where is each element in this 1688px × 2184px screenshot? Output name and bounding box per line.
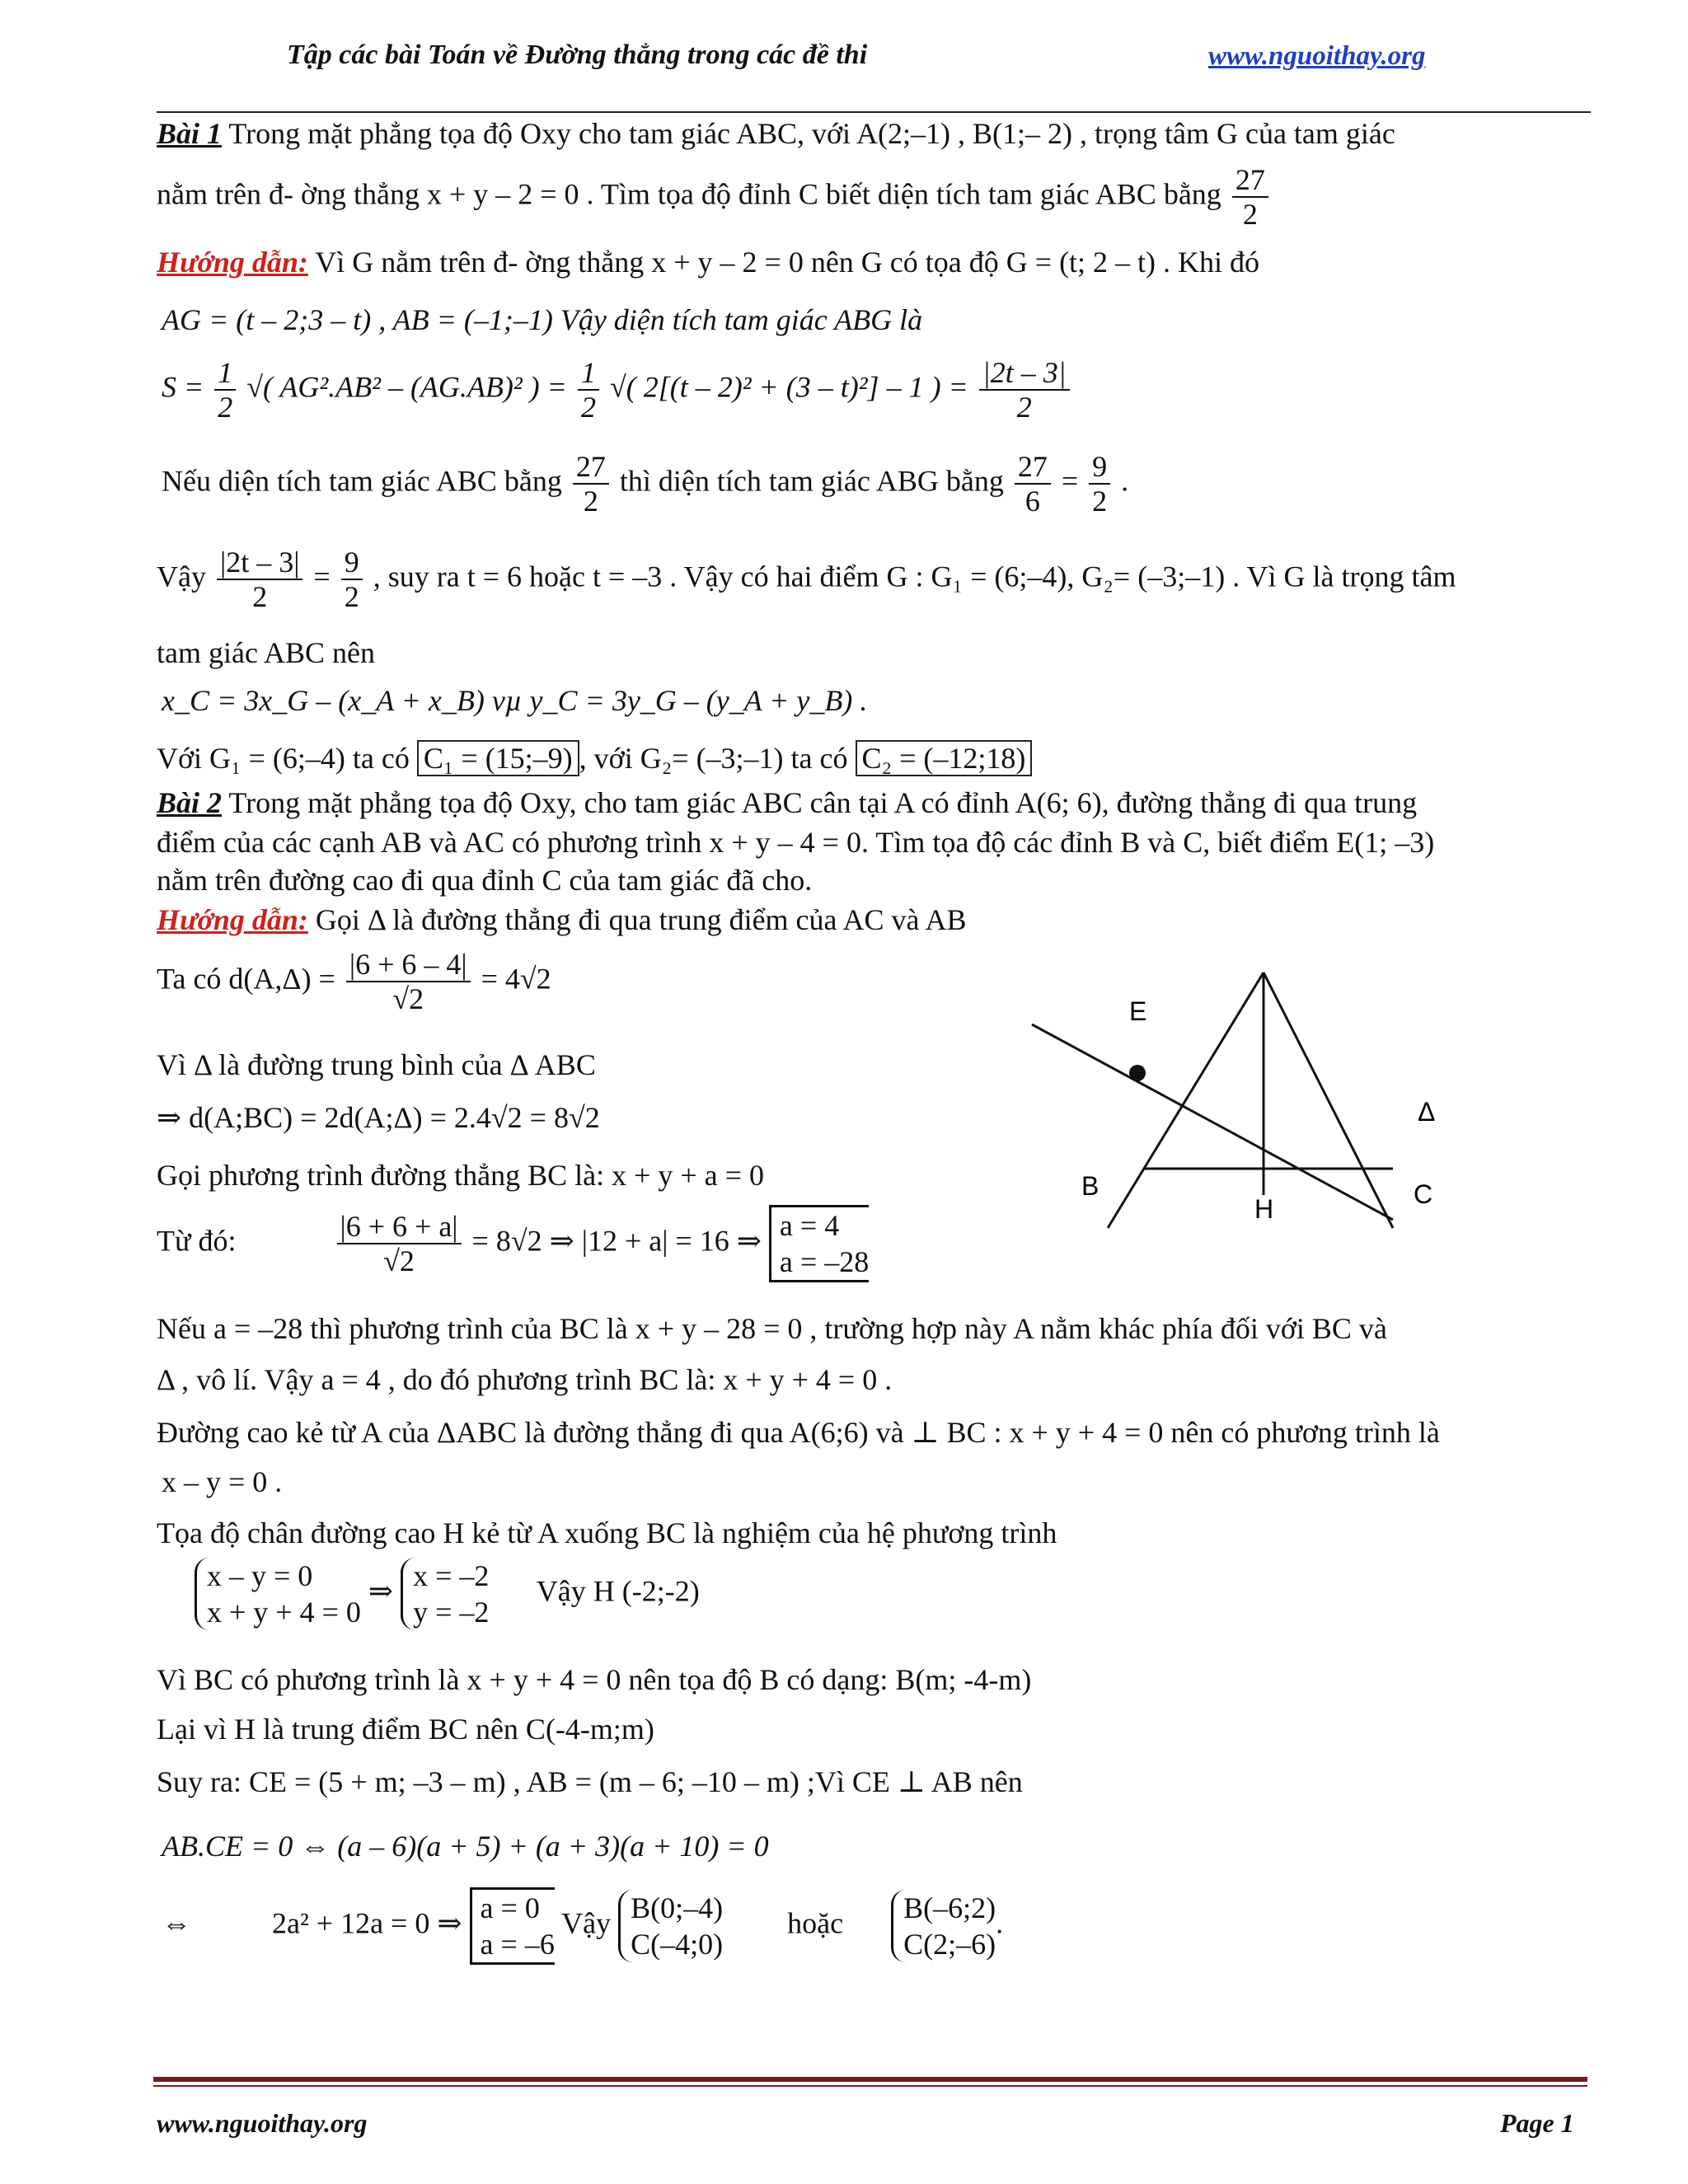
footer-rule-thin bbox=[153, 2085, 1587, 2087]
p2-system-h: x – y = 0 x + y + 4 = 0 ⇒ x = –2 y = –2 Vậy H (-2;-2) bbox=[195, 1558, 700, 1630]
p2-label: Bài 2 bbox=[157, 786, 223, 819]
p2-line13: x – y = 0 . bbox=[162, 1465, 283, 1498]
label-b: B bbox=[1081, 1171, 1100, 1201]
fraction: $\frac{27}{2}$ bbox=[1232, 163, 1268, 231]
p1-line8: tam giác ABC nên bbox=[157, 636, 375, 669]
p1-area-formula: S = $\frac{1}{2}$ √( AG².AB² – (AG.AB)² ) = $\frac{1}{2}$ √( 2[(t – 2)² + (3 – t)²] – 1 ) = $\frac{|2t - 3|}{2}$ bbox=[162, 356, 1073, 424]
p1-line10: Với G₁ = (6;–4) ta có C₁ = (15;–9) , với G₂= (–3;–1) ta có C₂ = (–12;18) bbox=[157, 740, 1032, 776]
p1-line2: nằm trên đ- ờng thẳng x + y – 2 = 0 . Tìm tọa độ đỉnh C biết diện tích tam giác ABC bằng $\frac{27}{2}$ bbox=[157, 163, 1272, 231]
label-e: E bbox=[1129, 996, 1147, 1026]
p2-line5: Ta có d(A,Δ) = $\frac{|6 + 6 - 4|}{√2}$ = 4√2 bbox=[157, 948, 551, 1015]
p2-hint-label: Hướng dẫn: bbox=[157, 903, 308, 936]
p1-hint-label: Hướng dẫn: bbox=[157, 246, 308, 279]
p2-final: ⇔ 2a² + 12a = 0 ⇒ a = 0 a = –6 Vậy B(0;–4) C(–4;0) hoặc B(–6;2) C(2;–6) . bbox=[162, 1887, 1003, 1965]
label-c: C bbox=[1414, 1179, 1433, 1209]
p1-line4: AG = (t – 2;3 – t) , AB = (–1;–1) Vậy diện tích tam giác ABG là bbox=[162, 303, 923, 336]
p2-line16: Vì BC có phương trình là x + y + 4 = 0 nên tọa độ B có dạng: B(m; -4-m) bbox=[157, 1663, 1032, 1696]
p2-line3: nằm trên đường cao đi qua đỉnh C của tam giác đã cho. bbox=[157, 864, 813, 897]
header-divider bbox=[157, 111, 1591, 113]
p2-line12: Đường cao kẻ từ A của ΔABC là đường thẳng đi qua A(6;6) và ⊥ BC : x + y + 4 = 0 nên có phương trình là bbox=[157, 1416, 1440, 1449]
p2-line19: AB.CE = 0 ⇔ (a – 6)(a + 5) + (a + 3)(a + 10) = 0 bbox=[162, 1830, 769, 1863]
footer-rule bbox=[153, 2077, 1587, 2082]
p1-line6: Nếu diện tích tam giác ABC bằng $\frac{27}{2}$ thì diện tích tam giác ABG bằng $\frac{27}{6}$ = $\frac{9}{2}$ . bbox=[162, 450, 1129, 518]
p1-hint-line: Hướng dẫn: Vì G nằm trên đ- ờng thẳng x + y – 2 = 0 nên G có tọa độ G = (t; 2 – t) . Khi đó bbox=[157, 246, 1260, 279]
answer-c1: C₁ = (15;–9) bbox=[417, 740, 579, 776]
p2-line18: Suy ra: CE = (5 + m; –3 – m) , AB = (m – 6; –10 – m) ;Vì CE ⊥ AB nên bbox=[157, 1765, 1023, 1798]
p2-line17: Lại vì H là trung điểm BC nên C(-4-m;m) bbox=[157, 1713, 654, 1746]
p2-line8: Gọi phương trình đường thẳng BC là: x + y + a = 0 bbox=[157, 1159, 764, 1192]
p2-line6: Vì Δ là đường trung bình của Δ ABC bbox=[157, 1048, 596, 1081]
p2-line11: Δ , vô lí. Vậy a = 4 , do đó phương trình BC là: x + y + 4 = 0 . bbox=[157, 1363, 893, 1396]
p2-line1: Bài 2 Trong mặt phẳng tọa độ Oxy, cho tam giác ABC cân tại A có đỉnh A(6; 6), đường thẳng đi qua trung bbox=[157, 786, 1418, 819]
page-number: Page 1 bbox=[1500, 2108, 1574, 2138]
triangle-figure bbox=[1006, 956, 1451, 1236]
point-e bbox=[1129, 1065, 1146, 1081]
p1-line7: Vậy $\frac{|2t - 3|}{2}$ = $\frac{9}{2}$ , suy ra t = 6 hoặc t = –3 . Vậy có hai điểm G : G₁ = (6;–4), G₂= (–3;–1) . Vì G là trọng tâm bbox=[157, 546, 1456, 613]
p2-line7: ⇒ d(A;BC) = 2d(A;Δ) = 2.4√2 = 8√2 bbox=[157, 1101, 600, 1134]
label-h: H bbox=[1254, 1194, 1274, 1224]
side-ac bbox=[1264, 972, 1393, 1228]
p2-line9: Từ đó: $\frac{|6 + 6 + a|}{√2}$ = 8√2 ⇒ |12 + a| = 16 ⇒ a = 4 a = –28 bbox=[157, 1205, 869, 1282]
p1-line1: Bài 1 Trong mặt phẳng tọa độ Oxy cho tam giác ABC, với A(2;–1) , B(1;– 2) , trọng tâm G của tam giác bbox=[157, 117, 1395, 150]
p2-line10: Nếu a = –28 thì phương trình của BC là x + y – 28 = 0 , trường hợp này A nằm khác phía đối với BC và bbox=[157, 1312, 1387, 1345]
answer-c2: C₂ = (–12;18) bbox=[856, 740, 1033, 776]
p1-line9: x_C = 3x_G – (x_A + x_B) vµ y_C = 3y_G – (y_A + y_B) . bbox=[162, 684, 868, 717]
p1-label: Bài 1 bbox=[157, 117, 223, 150]
label-delta: Δ bbox=[1418, 1097, 1436, 1127]
p2-hint-line: Hướng dẫn: Gọi Δ là đường thẳng đi qua trung điểm của AC và AB bbox=[157, 903, 967, 936]
p2-line2: điểm của các cạnh AB và AC có phương trình x + y – 4 = 0. Tìm tọa độ các đỉnh B và C, biết điểm E(1; –3) bbox=[157, 826, 1435, 859]
footer-link[interactable]: www.nguoithay.org bbox=[157, 2108, 368, 2138]
header-title: Tập các bài Toán về Đường thẳng trong các đề thi bbox=[287, 40, 868, 70]
header-link[interactable]: www.nguoithay.org bbox=[1208, 41, 1426, 71]
p2-line14: Tọa độ chân đường cao H kẻ từ A xuống BC là nghiệm của hệ phương trình bbox=[157, 1516, 1057, 1549]
